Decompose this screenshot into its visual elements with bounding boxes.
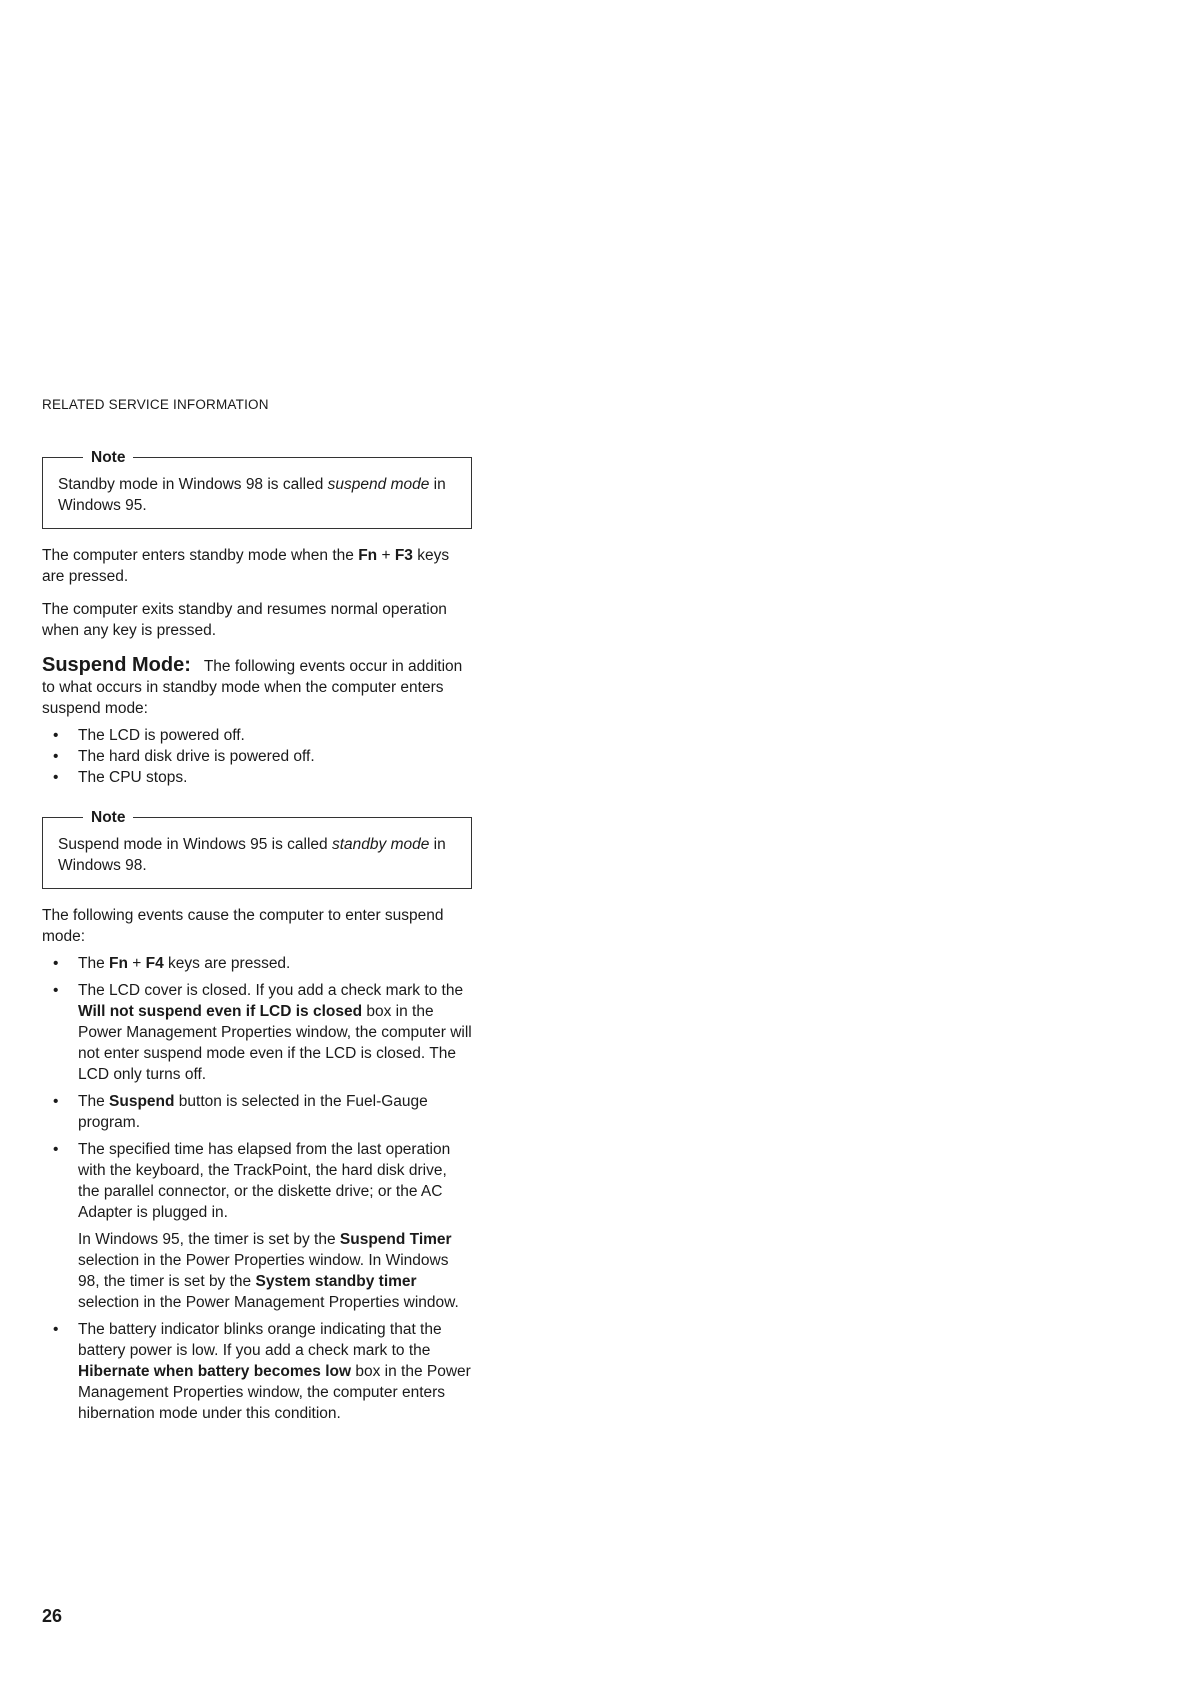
key-f3: F3 — [394, 547, 413, 564]
bullet-icon: • — [53, 1321, 59, 1338]
paragraph-standby-enter: The computer enters standby mode when the Fn + F3 keys are pressed. — [42, 547, 450, 585]
bullet-icon: • — [53, 748, 59, 765]
setting-name: Suspend Timer — [339, 1231, 452, 1248]
list-item: • The battery indicator blinks orange indicating that the battery power is low. If you add a check mark to the Hibernate when battery becomes low box in the Power Management Properties window, the computer enters hibernation mode under this condition. — [53, 1321, 471, 1422]
bullet-icon: • — [53, 727, 59, 744]
event-timer-detail: In Windows 95, the timer is set by the Suspend Timer selection in the Power Properties window. In Windows 98, the timer is set by the System standby timer selection in the Power Management Properties window. — [78, 1231, 459, 1311]
list-item: • The CPU stops. — [53, 769, 188, 786]
event-timer-text: The specified time has elapsed from the last operation with the keyboard, the TrackPoint, the hard disk drive, the parallel connector, or the diskette drive; or the AC Adapter is plugged in. — [78, 1141, 451, 1221]
note-title: Note — [83, 808, 133, 828]
events-intro: The following events cause the computer to enter suspend mode: — [42, 907, 444, 945]
emphasis-term: suspend mode — [327, 476, 430, 493]
bullet-icon: • — [53, 982, 59, 999]
note-box-suspend — [42, 809, 472, 889]
suspend-mode-intro: Suspend Mode: The following events occur in addition to what occurs in standby mode when the computer enters suspend mode: — [42, 654, 463, 717]
bullet-icon: • — [53, 769, 59, 786]
setting-name: Suspend — [109, 1093, 175, 1110]
setting-name: Will not suspend even if LCD is closed — [78, 1003, 363, 1020]
page-number: 26 — [42, 1606, 63, 1626]
note-body: Standby mode in Windows 98 is called suspend mode in Windows 95. — [58, 476, 446, 514]
key-fn: Fn — [109, 955, 128, 972]
note-body: Suspend mode in Windows 95 is called standby mode in Windows 98. — [58, 836, 446, 874]
list-item: • The Fn + F4 keys are pressed. — [53, 955, 291, 972]
list-item: • The LCD cover is closed. If you add a check mark to the Will not suspend even if LCD is closed box in the Power Management Properties window, the computer will not enter suspend mode even if the LCD is closed. The LCD only turns off. — [53, 982, 472, 1083]
emphasis-term: standby mode — [331, 836, 430, 853]
list-item: • The Suspend button is selected in the Fuel-Gauge program. — [53, 1093, 428, 1131]
list-item — [42, 1139, 472, 1313]
running-header: RELATED SERVICE INFORMATION — [42, 397, 269, 412]
key-f4: F4 — [145, 955, 164, 972]
list-item: • The hard disk drive is powered off. — [53, 748, 315, 765]
bullet-icon: • — [53, 1141, 59, 1158]
bullet-icon: • — [53, 955, 59, 972]
note-title: Note — [83, 448, 133, 468]
setting-name: System standby timer — [255, 1273, 417, 1290]
suspend-events-list — [42, 953, 472, 1424]
list-item: • The LCD is powered off. — [53, 727, 245, 744]
key-fn: Fn — [358, 547, 378, 564]
suspend-mode-heading: Suspend Mode: — [42, 654, 191, 676]
suspend-mode-section — [42, 655, 472, 788]
note-box-standby — [42, 449, 472, 529]
setting-name: Hibernate when battery becomes low — [78, 1363, 352, 1380]
paragraph-standby-exit: The computer exits standby and resumes normal operation when any key is pressed. — [42, 601, 447, 639]
suspend-events-section — [42, 905, 472, 1430]
bullet-icon: • — [53, 1093, 59, 1110]
suspend-effects-list — [42, 725, 472, 788]
